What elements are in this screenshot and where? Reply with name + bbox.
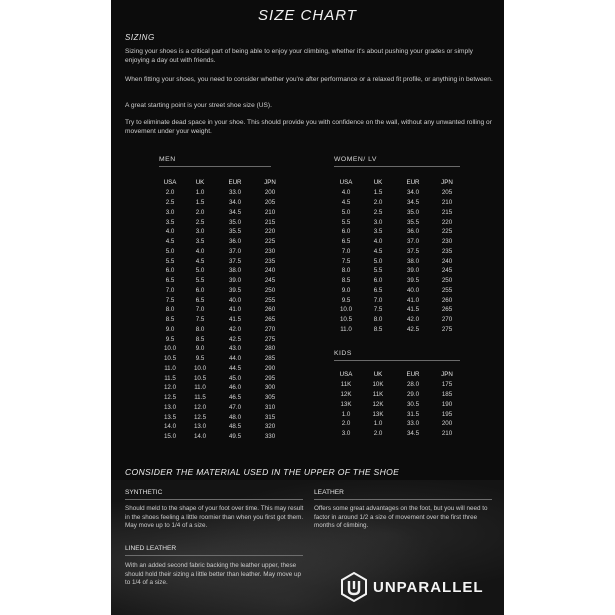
men-size-cell: 36.0 (228, 238, 242, 246)
men-size-table (155, 176, 285, 442)
men-size-cell: 3.5 (195, 238, 205, 246)
women-size-cell: 8.0 (341, 267, 351, 275)
women-size-cell: 40.0 (406, 286, 420, 294)
men-size-cell: 6.0 (165, 267, 175, 275)
men-size-cell: 235 (264, 257, 276, 265)
men-size-row (155, 227, 285, 237)
page-title: SIZE CHART (258, 7, 357, 24)
men-size-row (155, 217, 285, 227)
men-size-cell: 7.0 (165, 286, 175, 294)
men-size-cell: 10.5 (193, 374, 207, 382)
women-size-cell: 5.0 (341, 208, 351, 216)
men-size-cell: 4.5 (195, 257, 205, 265)
kids-column-header: EUR (406, 370, 420, 378)
men-size-cell: 2.0 (195, 208, 205, 216)
men-size-cell: 7.5 (165, 296, 175, 304)
women-size-cell: 4.0 (373, 238, 383, 246)
women-size-cell: 11.0 (340, 325, 352, 333)
men-size-cell: 10.0 (193, 364, 207, 372)
men-size-cell: 4.0 (195, 247, 205, 255)
men-size-cell: 9.5 (165, 335, 175, 343)
men-size-cell: 45.0 (228, 374, 242, 382)
lined-leather-text: With an added second fabric backing the leather upper, these should hold their sizing a little better than leather. May move up to 1/4 of a size. (125, 562, 302, 587)
kids-size-cell: 29.0 (406, 391, 420, 399)
women-size-cell: 42.0 (406, 316, 420, 324)
women-size-row (330, 286, 462, 296)
kids-size-cell: 2.0 (373, 430, 383, 438)
men-size-cell: 48.5 (228, 423, 242, 431)
men-size-row (155, 315, 285, 325)
women-size-cell: 7.5 (341, 257, 351, 265)
men-column-header: USA (163, 178, 177, 186)
women-size-cell: 235 (441, 247, 453, 255)
men-size-row (155, 432, 285, 442)
men-size-cell: 43.0 (228, 345, 242, 353)
men-size-cell: 39.5 (228, 286, 242, 294)
women-size-cell: 4.0 (341, 189, 351, 197)
kids-size-cell: 195 (441, 410, 453, 418)
kids-size-cell: 2.0 (341, 420, 351, 428)
women-size-cell: 6.0 (373, 277, 383, 285)
men-size-cell: 49.5 (228, 433, 242, 441)
women-column-header: JPN (441, 178, 453, 186)
men-size-cell: 285 (264, 355, 276, 363)
men-size-cell: 2.5 (195, 218, 205, 226)
women-size-cell: 265 (441, 306, 453, 314)
women-size-cell: 220 (441, 218, 453, 226)
men-size-cell: 41.0 (228, 306, 242, 314)
men-column-header: JPN (264, 178, 276, 186)
kids-size-cell: 200 (441, 420, 453, 428)
men-size-cell: 12.0 (193, 403, 207, 411)
women-size-row (330, 256, 462, 266)
men-size-cell: 42.0 (228, 325, 242, 333)
men-size-row (155, 393, 285, 403)
sizing-heading: SIZING (125, 33, 155, 42)
women-size-cell: 8.0 (373, 316, 383, 324)
men-size-cell: 7.5 (195, 316, 205, 324)
men-size-cell: 8.5 (165, 316, 175, 324)
men-size-row (155, 403, 285, 413)
women-size-cell: 7.0 (373, 296, 383, 304)
men-size-cell: 330 (264, 433, 276, 441)
men-size-row (155, 237, 285, 247)
women-size-row (330, 305, 462, 315)
men-size-cell: 8.5 (195, 335, 205, 343)
men-size-cell: 34.0 (228, 199, 242, 207)
women-size-row (330, 315, 462, 325)
women-size-cell: 255 (441, 286, 453, 294)
men-size-cell: 6.0 (195, 286, 205, 294)
men-size-row (155, 247, 285, 257)
men-size-cell: 39.0 (228, 277, 242, 285)
men-size-cell: 9.0 (195, 345, 205, 353)
women-size-cell: 245 (441, 267, 453, 275)
men-size-cell: 315 (264, 413, 276, 421)
men-size-row (155, 344, 285, 354)
women-size-cell: 2.5 (373, 208, 383, 216)
men-size-cell: 44.5 (228, 364, 242, 372)
kids-size-row (330, 400, 462, 410)
women-size-cell: 210 (441, 199, 453, 207)
women-size-cell: 5.5 (373, 267, 383, 275)
men-size-cell: 300 (264, 384, 276, 392)
kids-heading: KIDS (334, 350, 460, 361)
women-size-cell: 8.5 (341, 277, 351, 285)
women-size-cell: 37.0 (406, 238, 420, 246)
men-size-row (155, 383, 285, 393)
women-size-cell: 37.5 (406, 247, 420, 255)
kids-size-cell: 210 (441, 430, 453, 438)
kids-size-cell: 11K (340, 381, 352, 389)
men-size-cell: 275 (264, 335, 276, 343)
men-size-cell: 4.5 (165, 238, 175, 246)
men-size-cell: 14.0 (163, 423, 177, 431)
women-size-cell: 260 (441, 296, 453, 304)
men-size-cell: 12.5 (163, 394, 177, 402)
women-size-cell: 215 (441, 208, 453, 216)
kids-size-row (330, 380, 462, 390)
men-size-cell: 210 (264, 208, 276, 216)
kids-size-cell: 34.5 (406, 430, 420, 438)
women-size-cell: 3.5 (373, 228, 383, 236)
men-size-cell: 47.0 (228, 403, 242, 411)
kids-size-cell: 13K (372, 410, 384, 418)
men-size-cell: 220 (264, 228, 276, 236)
men-size-cell: 265 (264, 316, 276, 324)
men-size-cell: 5.5 (195, 277, 205, 285)
kids-size-table (330, 368, 462, 439)
women-size-cell: 240 (441, 257, 453, 265)
women-size-cell: 39.5 (406, 277, 420, 285)
kids-size-cell: 11K (372, 391, 384, 399)
men-size-cell: 5.0 (165, 247, 175, 255)
kids-column-header: UK (373, 370, 383, 378)
men-size-cell: 48.0 (228, 413, 242, 421)
men-size-cell: 320 (264, 423, 276, 431)
women-size-cell: 10.0 (339, 306, 353, 314)
kids-size-row (330, 429, 462, 439)
men-size-cell: 8.0 (165, 306, 175, 314)
kids-size-cell: 1.0 (373, 420, 383, 428)
men-size-cell: 7.0 (195, 306, 205, 314)
men-size-cell: 200 (264, 189, 276, 197)
women-size-cell: 7.5 (373, 306, 383, 314)
men-size-cell: 230 (264, 247, 276, 255)
men-column-header: UK (195, 178, 205, 186)
women-size-row (330, 247, 462, 257)
men-size-cell: 2.0 (165, 189, 175, 197)
men-heading: MEN (159, 156, 271, 167)
kids-size-cell: 10K (372, 381, 384, 389)
kids-column-header: JPN (441, 370, 453, 378)
women-column-header: USA (339, 178, 353, 186)
kids-size-cell: 175 (441, 381, 453, 389)
men-size-cell: 280 (264, 345, 276, 353)
kids-size-cell: 30.5 (406, 400, 420, 408)
men-size-cell: 9.5 (195, 355, 205, 363)
sizing-paragraph: Sizing your shoes is a critical part of being able to enjoy your climbing, whether it's about pushing your grades or simply enjoying a day out with friends. (125, 48, 473, 64)
kids-size-row (330, 409, 462, 419)
women-size-cell: 3.0 (373, 218, 383, 226)
men-size-cell: 2.5 (165, 199, 175, 207)
kids-size-cell: 31.5 (406, 410, 420, 418)
women-size-row (330, 208, 462, 218)
women-size-cell: 9.0 (341, 286, 351, 294)
women-size-cell: 230 (441, 238, 453, 246)
synthetic-heading: SYNTHETIC (125, 489, 303, 500)
men-size-cell: 3.0 (195, 228, 205, 236)
men-size-cell: 295 (264, 374, 276, 382)
brand-logo (341, 572, 484, 602)
women-size-cell: 1.5 (373, 189, 383, 197)
women-size-cell: 8.5 (373, 325, 383, 333)
women-size-cell: 41.0 (406, 296, 420, 304)
men-size-cell: 33.0 (228, 189, 242, 197)
women-size-row (330, 266, 462, 276)
kids-size-cell: 28.0 (406, 381, 420, 389)
men-size-cell: 255 (264, 296, 276, 304)
men-size-cell: 1.0 (195, 189, 205, 197)
leather-text: Offers some great advantages on the foot, but you will need to factor in around 1/2 a size of movement over the first three months of climbing. (314, 505, 488, 530)
men-size-row (155, 266, 285, 276)
men-size-cell: 6.5 (195, 296, 205, 304)
women-column-header: EUR (406, 178, 420, 186)
women-size-cell: 35.0 (406, 208, 420, 216)
men-size-cell: 6.5 (165, 277, 175, 285)
women-size-row (330, 295, 462, 305)
men-size-cell: 12.5 (193, 413, 207, 421)
material-heading: CONSIDER THE MATERIAL USED IN THE UPPER OF THE SHOE (125, 467, 400, 477)
men-size-cell: 3.5 (165, 218, 175, 226)
kids-size-cell: 13K (340, 400, 352, 408)
sizing-paragraph: A great starting point is your street shoe size (US). (125, 102, 272, 109)
women-size-cell: 250 (441, 277, 453, 285)
women-size-cell: 4.5 (341, 199, 351, 207)
kids-column-header: USA (339, 370, 353, 378)
men-size-cell: 10.5 (163, 355, 177, 363)
men-size-cell: 260 (264, 306, 276, 314)
women-size-cell: 5.0 (373, 257, 383, 265)
kids-size-cell: 190 (441, 400, 453, 408)
men-size-cell: 15.0 (163, 433, 177, 441)
women-size-cell: 205 (441, 189, 453, 197)
women-size-cell: 38.0 (406, 257, 420, 265)
women-size-row (330, 217, 462, 227)
men-column-header: EUR (228, 178, 242, 186)
men-size-cell: 11.0 (194, 384, 206, 392)
men-size-cell: 11.0 (164, 364, 176, 372)
men-size-cell: 8.0 (195, 325, 205, 333)
kids-size-cell: 185 (441, 391, 453, 399)
men-size-row (155, 305, 285, 315)
kids-size-row (330, 390, 462, 400)
men-size-cell: 250 (264, 286, 276, 294)
men-size-row (155, 354, 285, 364)
women-size-cell: 6.0 (341, 228, 351, 236)
men-size-cell: 40.0 (228, 296, 242, 304)
synthetic-text: Should meld to the shape of your foot over time. This may result in the shoes feeling a little roomier than when you first got them. May move up to 1/4 of a size. (125, 505, 304, 530)
men-size-cell: 13.0 (193, 423, 207, 431)
men-size-row (155, 286, 285, 296)
men-size-cell: 245 (264, 277, 276, 285)
men-size-cell: 4.0 (165, 228, 175, 236)
women-size-row (330, 325, 462, 335)
men-size-cell: 41.5 (228, 316, 242, 324)
women-size-cell: 275 (441, 325, 453, 333)
size-chart-sheet (111, 0, 504, 615)
kids-size-cell: 33.0 (406, 420, 420, 428)
men-size-row (155, 412, 285, 422)
men-size-cell: 11.5 (164, 374, 176, 382)
kids-size-cell: 1.0 (341, 410, 351, 418)
women-size-cell: 6.5 (373, 286, 383, 294)
men-size-row (155, 208, 285, 218)
men-size-cell: 37.5 (228, 257, 242, 265)
men-size-cell: 5.5 (165, 257, 175, 265)
women-size-cell: 6.5 (341, 238, 351, 246)
men-size-row (155, 373, 285, 383)
leather-heading: LEATHER (314, 489, 492, 500)
women-size-cell: 34.0 (406, 189, 420, 197)
men-size-cell: 12.0 (163, 384, 177, 392)
women-size-cell: 2.0 (373, 199, 383, 207)
women-size-cell: 36.0 (406, 228, 420, 236)
men-size-row (155, 188, 285, 198)
brand-name: UNPARALLEL (373, 578, 484, 596)
men-size-row (155, 334, 285, 344)
women-size-cell: 10.5 (339, 316, 353, 324)
men-size-cell: 1.5 (195, 199, 205, 207)
women-size-cell: 5.5 (341, 218, 351, 226)
kids-size-cell: 12K (340, 391, 352, 399)
women-size-cell: 225 (441, 228, 453, 236)
women-size-row (330, 188, 462, 198)
men-size-cell: 34.5 (228, 208, 242, 216)
women-size-cell: 270 (441, 316, 453, 324)
women-size-cell: 34.5 (406, 199, 420, 207)
men-size-cell: 11.5 (194, 394, 206, 402)
men-size-cell: 5.0 (195, 267, 205, 275)
men-size-cell: 14.0 (193, 433, 207, 441)
men-size-row (155, 256, 285, 266)
men-size-cell: 46.5 (228, 394, 242, 402)
women-size-table (330, 176, 462, 334)
women-heading: WOMEN/ LV (334, 156, 460, 167)
men-size-row (155, 422, 285, 432)
men-size-cell: 35.0 (228, 218, 242, 226)
men-size-cell: 42.5 (228, 335, 242, 343)
women-size-row (330, 276, 462, 286)
men-size-cell: 10.0 (163, 345, 177, 353)
men-size-cell: 310 (264, 403, 276, 411)
women-size-cell: 7.0 (341, 247, 351, 255)
men-size-cell: 270 (264, 325, 276, 333)
women-size-row (330, 237, 462, 247)
kids-size-cell: 3.0 (341, 430, 351, 438)
kids-size-row (330, 419, 462, 429)
men-size-row (155, 295, 285, 305)
sizing-paragraph: Try to eliminate dead space in your shoe. This should provide you with confidence on the wall, without any unwanted rolling or movement under your weight. (125, 119, 492, 135)
unparallel-logo-icon (341, 572, 367, 602)
men-size-cell: 37.0 (228, 247, 242, 255)
men-size-row (155, 276, 285, 286)
sizing-paragraph: When fitting your shoes, you need to consider whether you're after performance or a relaxed fit profile, or anything in between. (125, 76, 493, 83)
men-size-cell: 13.0 (163, 403, 177, 411)
lined-leather-heading: LINED LEATHER (125, 545, 303, 556)
women-size-row (330, 198, 462, 208)
women-size-cell: 41.5 (406, 306, 420, 314)
men-size-cell: 13.5 (163, 413, 177, 421)
men-size-cell: 305 (264, 394, 276, 402)
men-size-cell: 9.0 (165, 325, 175, 333)
men-size-row (155, 198, 285, 208)
men-size-cell: 35.5 (228, 228, 242, 236)
women-size-cell: 42.5 (406, 325, 420, 333)
men-size-row (155, 325, 285, 335)
men-size-cell: 225 (264, 238, 276, 246)
women-size-cell: 35.5 (406, 218, 420, 226)
women-size-cell: 9.5 (341, 296, 351, 304)
women-size-row (330, 227, 462, 237)
men-size-cell: 46.0 (228, 384, 242, 392)
men-size-cell: 240 (264, 267, 276, 275)
men-size-cell: 38.0 (228, 267, 242, 275)
men-size-row (155, 364, 285, 374)
men-size-cell: 44.0 (228, 355, 242, 363)
women-column-header: UK (373, 178, 383, 186)
men-size-cell: 290 (264, 364, 276, 372)
men-size-cell: 205 (264, 199, 276, 207)
women-size-cell: 4.5 (373, 247, 383, 255)
men-size-cell: 3.0 (165, 208, 175, 216)
women-size-cell: 39.0 (406, 267, 420, 275)
men-size-cell: 215 (264, 218, 276, 226)
kids-size-cell: 12K (372, 400, 384, 408)
